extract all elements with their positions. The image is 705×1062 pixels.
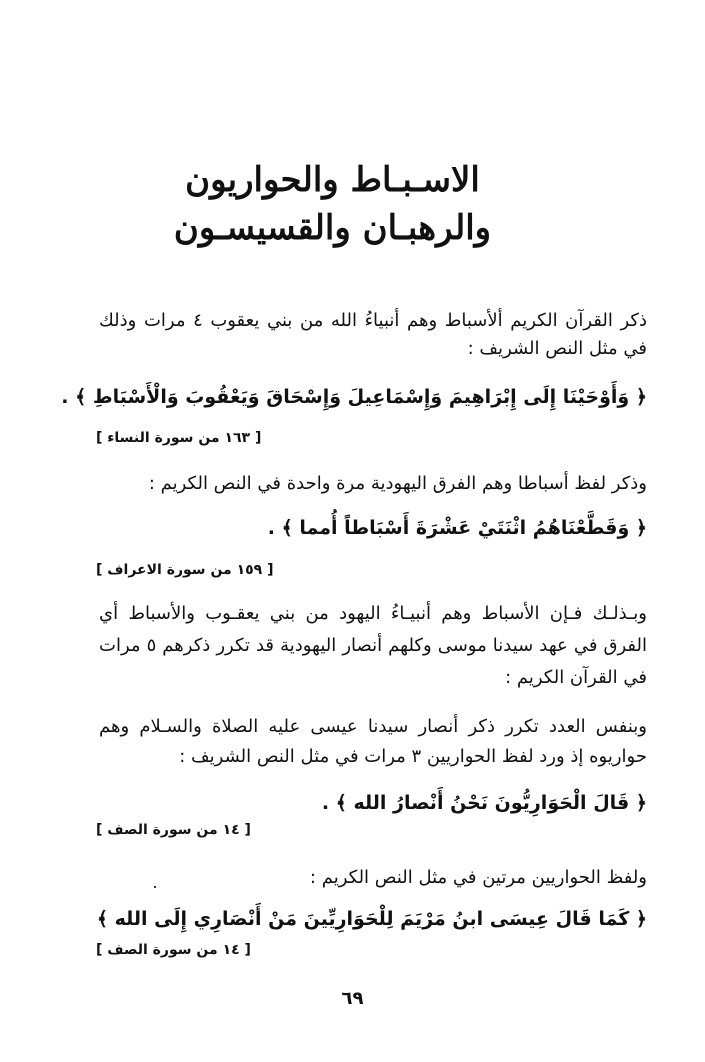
ink-speck [154,886,156,888]
verse-reference-2: [ ١٥٩ من سورة الاعراف ] [96,562,274,578]
paragraph-asbat-intro: ذكر القرآن الكريم ألأسباط وهم أنبياءُ الله من بني يعقوب ٤ مرات وذلك في مثل النص الشريف : [99,310,647,359]
paragraph-hawariyyun: وبنفس العدد تكرر ذكر أنصار سيدنا عيسى عليه الصلاة والسـلام وهم حواريوه إذ ورد لفظ الحواريين ٣ مرات في مثل النص الشريف : [99,716,647,767]
quran-verse-4: ﴿ كَمَا قَالَ عِيسَى ابنُ مَرْيَمَ لِلْحَوَارِيِّينَ مَنْ أَنْصَارِي إِلَى الله ﴾ [96,908,647,930]
quran-verse-2: ﴿ وَقَطَّعْنَاهُمُ اثْنَتَيْ عَشْرَةَ أَسْبَاطاً أُمما ﴾ . [267,517,647,539]
page-number: ٦٩ [341,988,364,1009]
verse-reference-1: [ ١٦٣ من سورة النساء ] [96,430,262,446]
paragraph-hawariyyun-twice: ولفظ الحواريين مرتين في مثل النص الكريم : [309,867,647,888]
quran-verse-3: ﴿ قَالَ الْحَوَارِيُّونَ نَحْنُ أَنْصارُ الله ﴾ . [321,792,647,814]
quran-verse-1: ﴿ وَأَوْحَيْنَا إِلَى إِبْرَاهِيمَ وَإِسْمَاعِيلَ وَإِسْحَاقَ وَيَعْقُوبَ وَالْأَسْبَاطِ ﴾ . [61,386,647,408]
verse-reference-4: [ ١٤ من سورة الصف ] [96,942,251,958]
verse-reference-3: [ ١٤ من سورة الصف ] [96,822,251,838]
page-title: الاسـبـاط والحواريون [185,160,480,200]
page-subtitle: والرهبـان والقسيسـون [173,208,492,248]
paragraph-asbat-sects: وذكر لفظ أسباطا وهم الفرق اليهودية مرة واحدة في النص الكريم : [148,473,647,494]
paragraph-asbat-count: وبـذلـك فـإن الأسباط وهم أنبيـاءُ اليهود من بني يعقـوب والأسباط أي الفرق في عهد سيدنا موسى وكلهم أنصار اليهودية قد تكرر ذكرهم ٥ مرات في القرآن الكريم : [99,603,647,688]
